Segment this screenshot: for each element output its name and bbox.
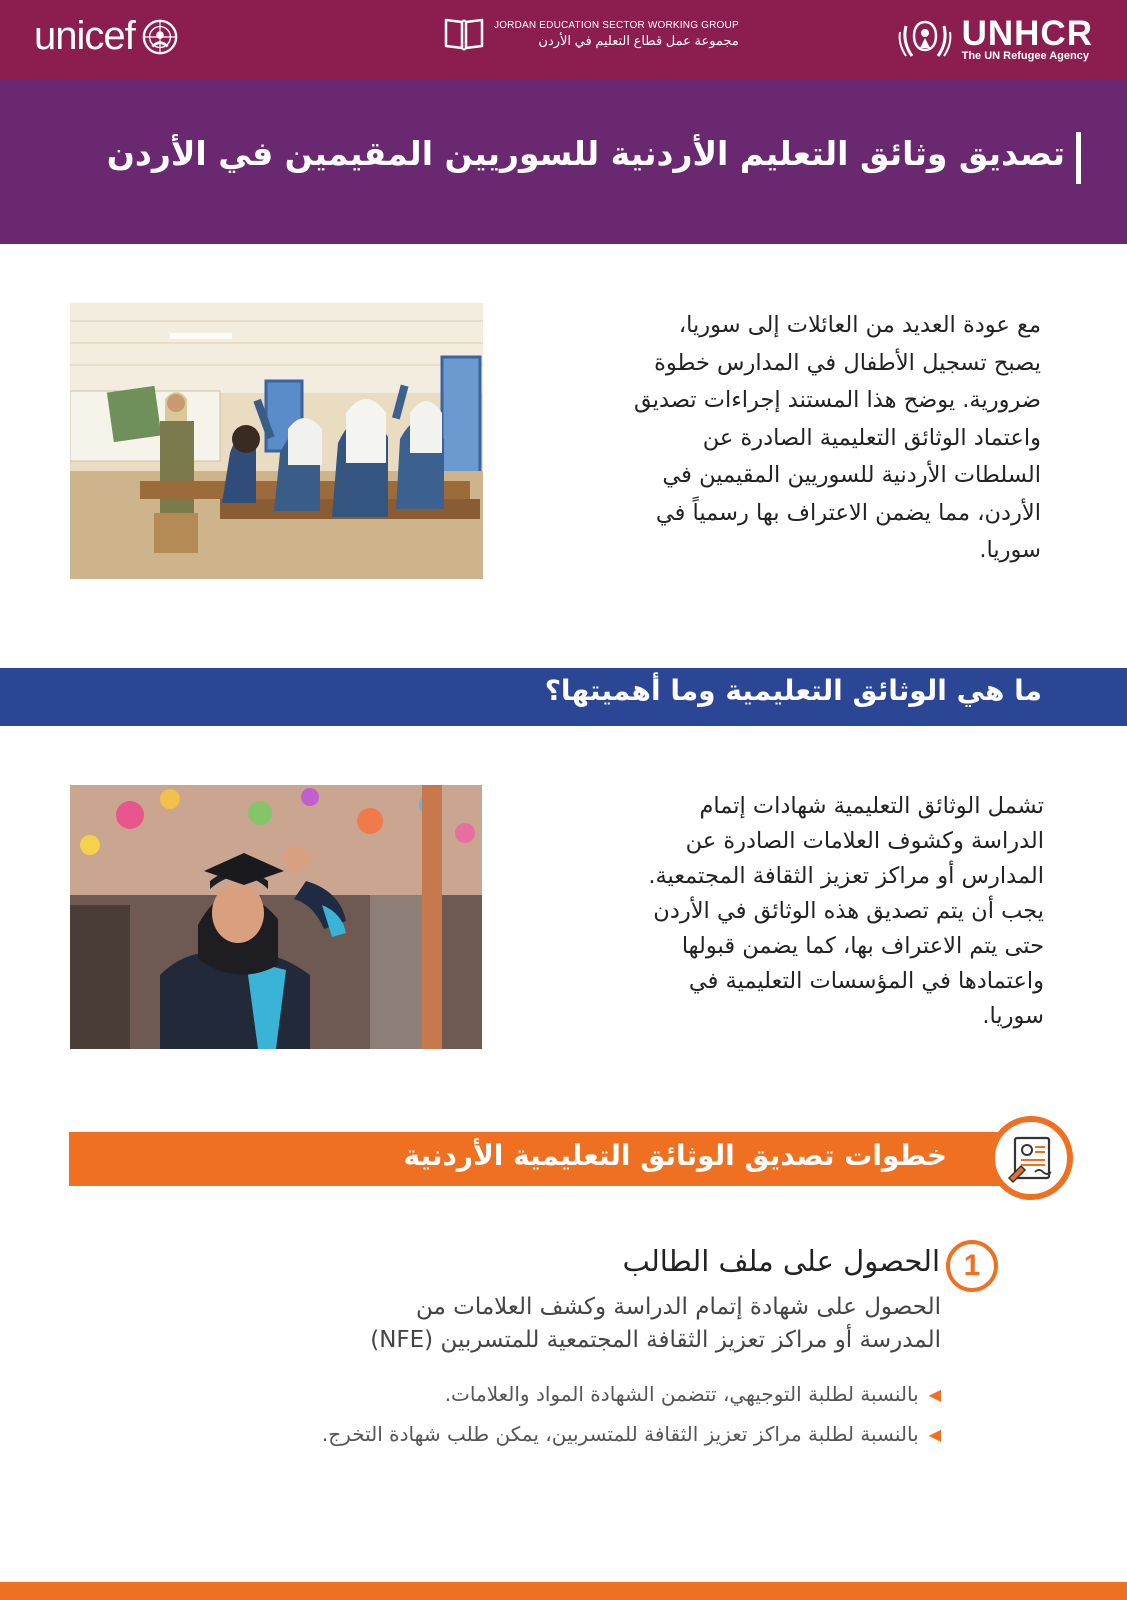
title-accent-bar: [1076, 132, 1081, 184]
unhcr-emblem-icon: [896, 14, 954, 64]
section-heading-documents: ما هي الوثائق التعليمية وما أهميتها؟: [544, 674, 1042, 707]
unicef-logo: [34, 14, 179, 59]
book-icon: [444, 16, 484, 52]
step-bullet: [322, 1422, 941, 1446]
unhcr-tagline: The UN Refugee Agency: [961, 50, 1089, 62]
step-description-line: الحصول على شهادة إتمام الدراسة وكشف العلامات من: [416, 1294, 941, 1320]
unicef-wordmark: unicef: [34, 14, 135, 58]
bullet-text: بالنسبة لطلبة التوجيهي، تتضمن الشهادة المواد والعلامات.: [444, 1382, 919, 1406]
documents-line: المدارس أو مراكز تعزيز الثقافة المجتمعية.: [648, 863, 1044, 889]
documents-line: سوريا.: [982, 1003, 1044, 1029]
jesw-logo: [444, 16, 739, 52]
documents-line: يجب أن يتم تصديق هذه الوثائق في الأردن: [653, 898, 1044, 924]
intro-line: السلطات الأردنية للسوريين المقيمين في: [662, 462, 1041, 488]
unhcr-logo: [896, 14, 1093, 64]
intro-line: يصبح تسجيل الأطفال في المدارس خطوة: [654, 349, 1041, 376]
footer-bar: [0, 1582, 1127, 1600]
unicef-globe-icon: [141, 18, 179, 56]
bullet-triangle-icon: ◀: [928, 1384, 941, 1404]
step-description: [141, 1291, 941, 1357]
intro-line: ضرورية. يوضح هذا المستند إجراءات تصديق: [634, 387, 1041, 413]
certificate-icon: [1005, 1132, 1057, 1184]
jesw-english-name: JORDAN EDUCATION SECTOR WORKING GROUP: [494, 19, 739, 31]
documents-line: حتى يتم الاعتراف بها، كما يضمن قبولها: [681, 933, 1044, 959]
unhcr-wordmark: UNHCR: [961, 14, 1093, 53]
bullet-text: بالنسبة لطلبة مراكز تعزيز الثقافة للمتسربين، يمكن طلب شهادة التخرج.: [321, 1422, 919, 1446]
step-description-line: المدرسة أو مراكز تعزيز الثقافة المجتمعية للمتسربين (NFE): [370, 1327, 941, 1353]
section-heading-steps: خطوات تصديق الوثائق التعليمية الأردنية: [403, 1139, 947, 1172]
intro-line: مع عودة العديد من العائلات إلى سوريا،: [678, 312, 1041, 338]
intro-line: واعتماد الوثائق التعليمية الصادرة عن: [702, 424, 1041, 451]
documents-line: واعتمادها في المؤسسات التعليمية في: [688, 968, 1044, 994]
page-title: تصديق وثائق التعليم الأردنية للسوريين المقيمين في الأردن: [106, 134, 1065, 173]
step-bullet: [445, 1382, 941, 1406]
step-title: الحصول على ملف الطالب: [622, 1244, 940, 1278]
graduate-photo: [70, 785, 482, 1049]
documents-paragraph: [574, 789, 1044, 1034]
documents-line: تشمل الوثائق التعليمية شهادات إتمام: [699, 793, 1044, 819]
certificate-badge: [989, 1116, 1073, 1200]
intro-line: سوريا.: [979, 537, 1041, 563]
step-number-badge: 1: [946, 1240, 998, 1292]
bullet-triangle-icon: ◀: [928, 1424, 941, 1444]
intro-paragraph: [571, 307, 1041, 570]
intro-line: الأردن، مما يضمن الاعتراف بها رسمياً في: [655, 499, 1041, 526]
classroom-photo: [70, 303, 483, 579]
jesw-arabic-name: مجموعة عمل قطاع التعليم في الأردن: [538, 32, 739, 48]
documents-line: الدراسة وكشوف العلامات الصادرة عن: [685, 828, 1044, 854]
